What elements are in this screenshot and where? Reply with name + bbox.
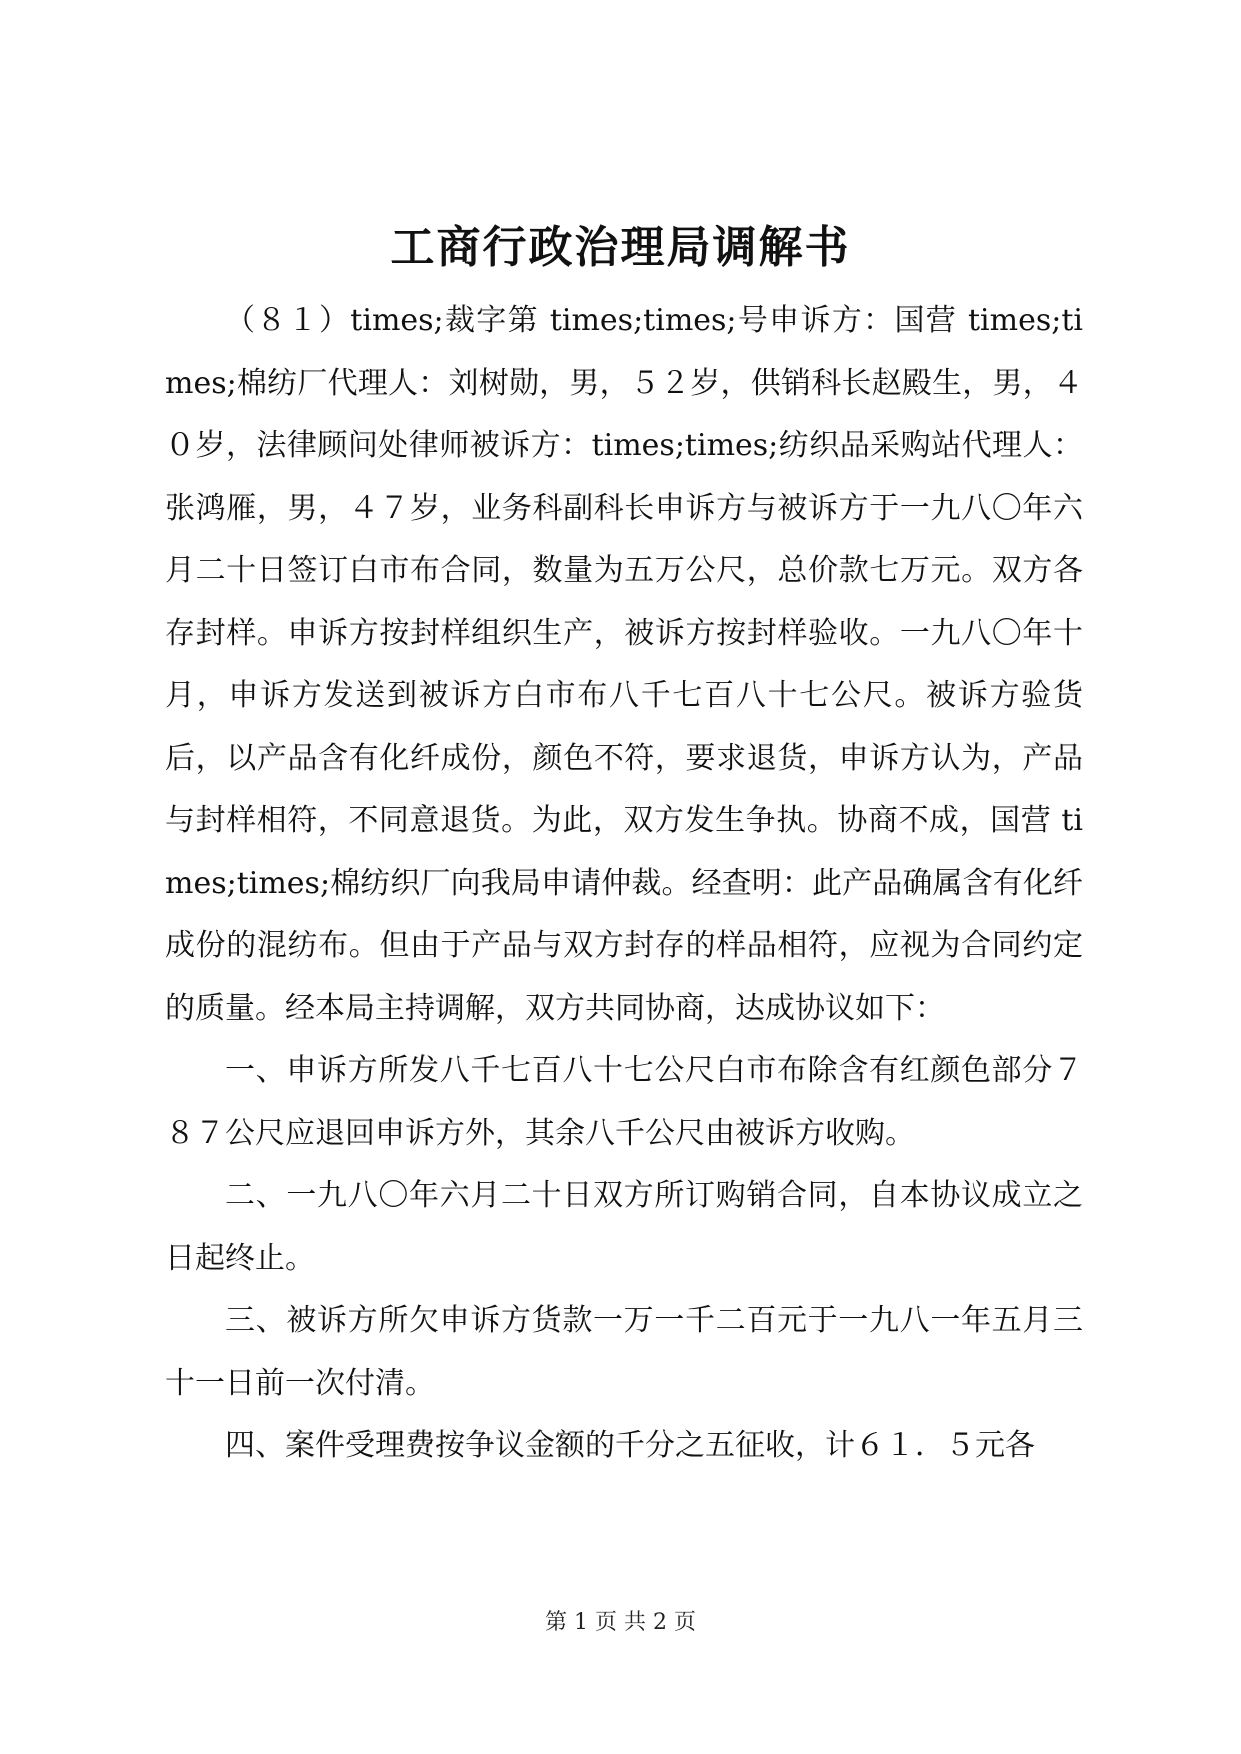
paragraph-clause-2: 二、一九八〇年六月二十日双方所订购销合同，自本协议成立之日起终止。: [165, 1178, 1083, 1276]
paragraph-clause-4: 四、案件受理费按争议金额的千分之五征收，计６１．５元各: [225, 1428, 1035, 1463]
document-title: 工商行政治理局调解书: [390, 222, 851, 273]
page-indicator: 第 1 页 共 2 页: [545, 1610, 696, 1635]
paragraph-clause-3: 三、被诉方所欠申诉方货款一万一千二百元于一九八一年五月三十一日前一次付清。: [165, 1303, 1083, 1401]
paragraph-clause-1: 一、申诉方所发八千七百八十七公尺白市布除含有红颜色部分７８７公尺应退回申诉方外，其余八千公尺由被诉方收购。: [165, 1053, 1083, 1151]
document-body: [165, 290, 1083, 1478]
paragraph-case-facts: （８１）times;裁字第 times;times;号申诉方：国营 times;times;棉纺厂代理人：刘树勋，男，５２岁，供销科长赵殿生，男，４０岁，法律顾问处律师被诉方：times;times;纺织品采购站代理人：张鸿雁，男，４７岁，业务科副科长申诉方与被诉方于一九八〇年六月二十日签订白市布合同，数量为五万公尺，总价款七万元。双方各存封样。申诉方按封样组织生产，被诉方按封样验收。一九八〇年十月，申诉方发送到被诉方白市布八千七百八十七公尺。被诉方验货后，以产品含有化纤成份，颜色不符，要求退货，申诉方认为，产品与封样相符，不同意退货。为此，双方发生争执。协商不成，国营 times;times;棉纺织厂向我局申请仲裁。经查明：此产品确属含有化纤成份的混纺布。但由于产品与双方封存的样品相符，应视为合同约定的质量。经本局主持调解，双方共同协商，达成协议如下：: [165, 303, 1083, 1026]
